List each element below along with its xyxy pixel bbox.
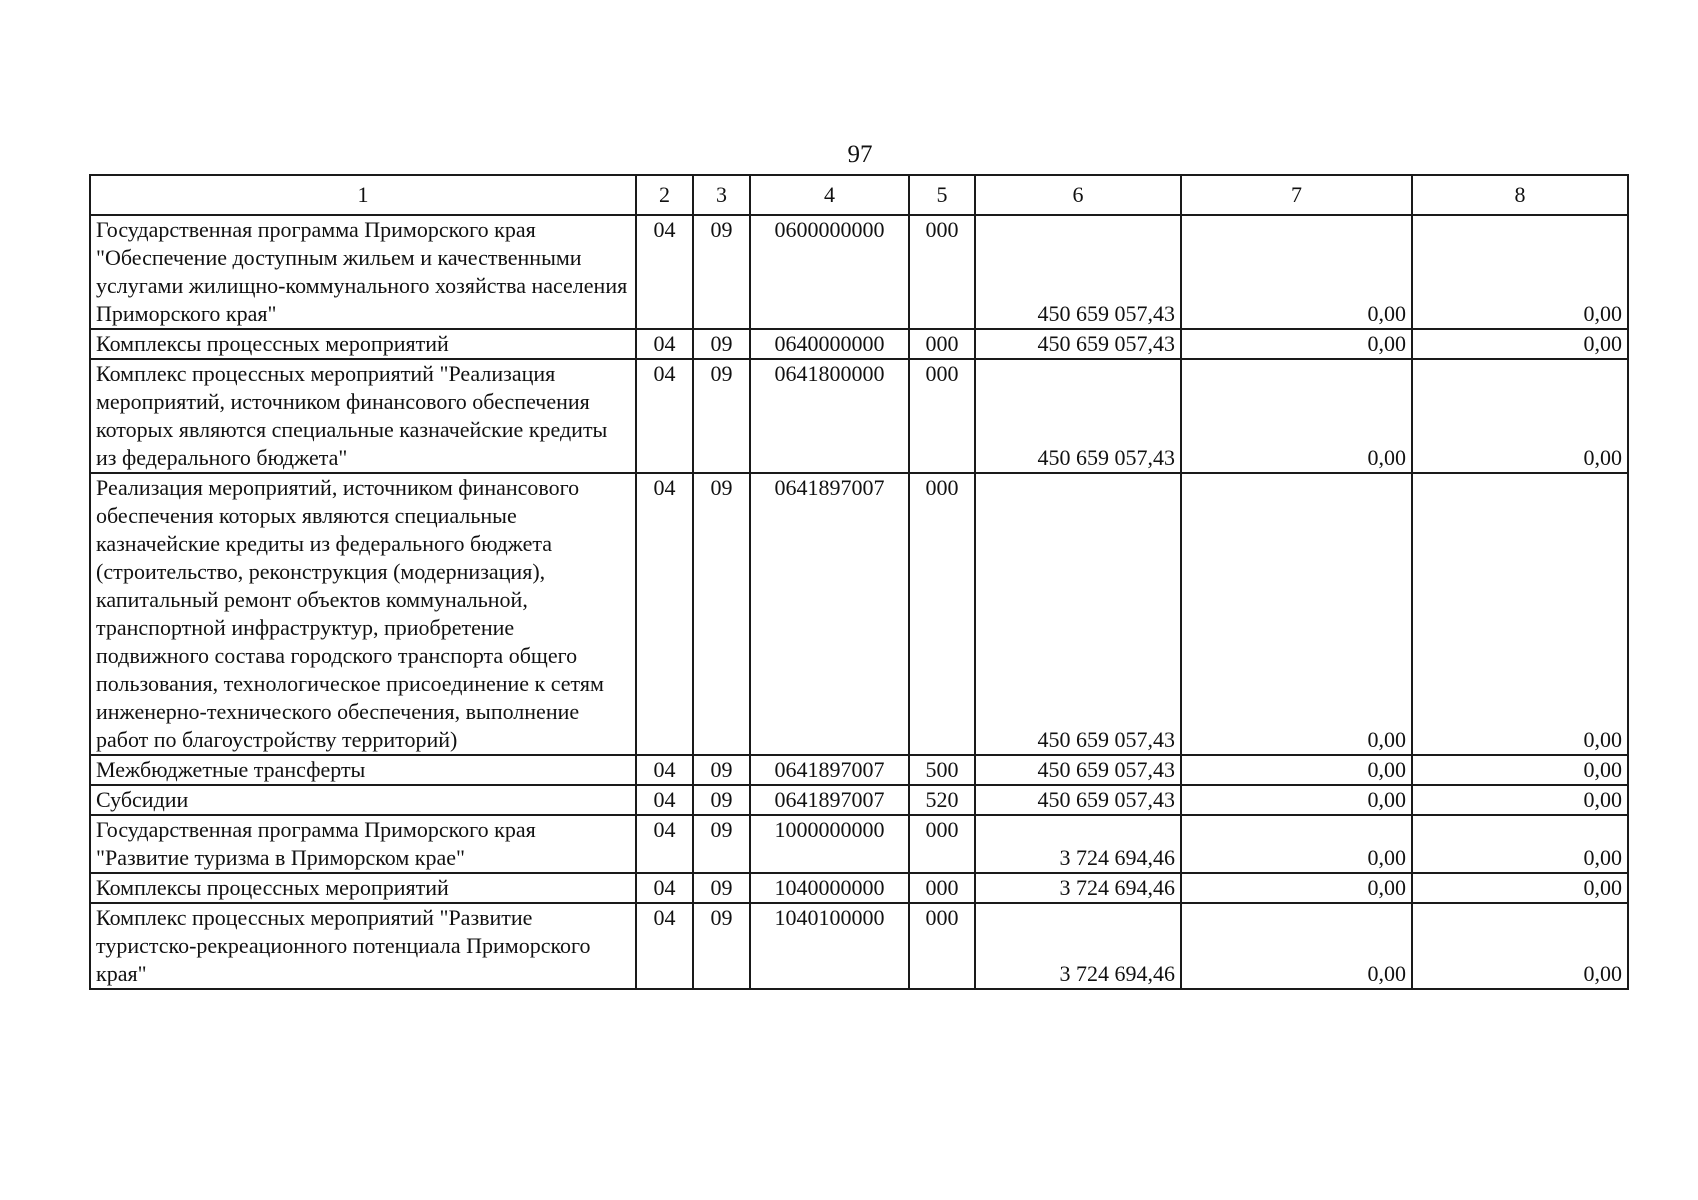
amount-col6: 450 659 057,43 — [975, 329, 1181, 359]
amount-col7: 0,00 — [1181, 755, 1412, 785]
section-code: 04 — [636, 873, 693, 903]
row-name: Комплексы процессных мероприятий — [90, 873, 636, 903]
column-header: 8 — [1412, 175, 1628, 215]
expense-type-code: 000 — [909, 359, 975, 473]
amount-col8: 0,00 — [1412, 473, 1628, 755]
amount-col8: 0,00 — [1412, 903, 1628, 989]
column-header: 2 — [636, 175, 693, 215]
expense-type-code: 000 — [909, 873, 975, 903]
page-number: 97 — [847, 141, 873, 168]
amount-col8: 0,00 — [1412, 755, 1628, 785]
table-row — [90, 755, 1628, 785]
table-row — [90, 215, 1628, 329]
subsection-code: 09 — [693, 473, 750, 755]
table-row — [90, 359, 1628, 473]
row-name: Комплекс процессных мероприятий "Реализация мероприятий, источником финансового обеспечения которых являются специальные казначейские кредиты из федерального бюджета" — [90, 359, 636, 473]
target-article-code: 0600000000 — [750, 215, 909, 329]
expense-type-code: 000 — [909, 473, 975, 755]
amount-col7: 0,00 — [1181, 873, 1412, 903]
table-row — [90, 473, 1628, 755]
table-row — [90, 873, 1628, 903]
amount-col7: 0,00 — [1181, 903, 1412, 989]
amount-col8: 0,00 — [1412, 215, 1628, 329]
amount-col8: 0,00 — [1412, 873, 1628, 903]
subsection-code: 09 — [693, 215, 750, 329]
column-header: 6 — [975, 175, 1181, 215]
section-code: 04 — [636, 359, 693, 473]
subsection-code: 09 — [693, 785, 750, 815]
column-header: 4 — [750, 175, 909, 215]
section-code: 04 — [636, 815, 693, 873]
row-name: Комплекс процессных мероприятий "Развитие туристско-рекреационного потенциала Приморского края" — [90, 903, 636, 989]
amount-col8: 0,00 — [1412, 329, 1628, 359]
expense-type-code: 000 — [909, 815, 975, 873]
expense-type-code: 500 — [909, 755, 975, 785]
target-article-code: 1040100000 — [750, 903, 909, 989]
table-row — [90, 329, 1628, 359]
amount-col7: 0,00 — [1181, 329, 1412, 359]
amount-col6: 3 724 694,46 — [975, 873, 1181, 903]
section-code: 04 — [636, 785, 693, 815]
column-header: 5 — [909, 175, 975, 215]
subsection-code: 09 — [693, 815, 750, 873]
amount-col7: 0,00 — [1181, 815, 1412, 873]
budget-table — [89, 174, 1629, 990]
amount-col6: 3 724 694,46 — [975, 903, 1181, 989]
section-code: 04 — [636, 473, 693, 755]
row-name: Реализация мероприятий, источником финансового обеспечения которых являются специальные казначейские кредиты из федерального бюджета (строительство, реконструкция (модернизация), капитальный ремонт объектов коммунальной, транспортной инфраструктур, приобретение подвижного состава городского транспорта общего пользования, технологическое присоединение к сетям инженерно-технического обеспечения, выполнение работ по благоустройству территорий) — [90, 473, 636, 755]
target-article-code: 1000000000 — [750, 815, 909, 873]
subsection-code: 09 — [693, 755, 750, 785]
header-row — [90, 175, 1628, 215]
amount-col7: 0,00 — [1181, 359, 1412, 473]
amount-col6: 3 724 694,46 — [975, 815, 1181, 873]
expense-type-code: 520 — [909, 785, 975, 815]
amount-col7: 0,00 — [1181, 215, 1412, 329]
table-row — [90, 785, 1628, 815]
subsection-code: 09 — [693, 359, 750, 473]
row-name: Межбюджетные трансферты — [90, 755, 636, 785]
amount-col7: 0,00 — [1181, 473, 1412, 755]
amount-col6: 450 659 057,43 — [975, 755, 1181, 785]
amount-col6: 450 659 057,43 — [975, 785, 1181, 815]
section-code: 04 — [636, 329, 693, 359]
expense-type-code: 000 — [909, 215, 975, 329]
column-header: 7 — [1181, 175, 1412, 215]
table-row — [90, 903, 1628, 989]
expense-type-code: 000 — [909, 903, 975, 989]
target-article-code: 1040000000 — [750, 873, 909, 903]
amount-col8: 0,00 — [1412, 359, 1628, 473]
column-header: 3 — [693, 175, 750, 215]
target-article-code: 0641897007 — [750, 785, 909, 815]
row-name: Комплексы процессных мероприятий — [90, 329, 636, 359]
table-row — [90, 815, 1628, 873]
expense-type-code: 000 — [909, 329, 975, 359]
section-code: 04 — [636, 755, 693, 785]
column-header: 1 — [90, 175, 636, 215]
row-name: Субсидии — [90, 785, 636, 815]
target-article-code: 0641897007 — [750, 473, 909, 755]
amount-col7: 0,00 — [1181, 785, 1412, 815]
amount-col6: 450 659 057,43 — [975, 359, 1181, 473]
section-code: 04 — [636, 215, 693, 329]
amount-col8: 0,00 — [1412, 785, 1628, 815]
target-article-code: 0640000000 — [750, 329, 909, 359]
row-name: Государственная программа Приморского края "Обеспечение доступным жильем и качественными услугами жилищно-коммунального хозяйства населения Приморского края" — [90, 215, 636, 329]
target-article-code: 0641800000 — [750, 359, 909, 473]
amount-col6: 450 659 057,43 — [975, 215, 1181, 329]
subsection-code: 09 — [693, 329, 750, 359]
section-code: 04 — [636, 903, 693, 989]
target-article-code: 0641897007 — [750, 755, 909, 785]
amount-col8: 0,00 — [1412, 815, 1628, 873]
amount-col6: 450 659 057,43 — [975, 473, 1181, 755]
subsection-code: 09 — [693, 903, 750, 989]
subsection-code: 09 — [693, 873, 750, 903]
row-name: Государственная программа Приморского края "Развитие туризма в Приморском крае" — [90, 815, 636, 873]
